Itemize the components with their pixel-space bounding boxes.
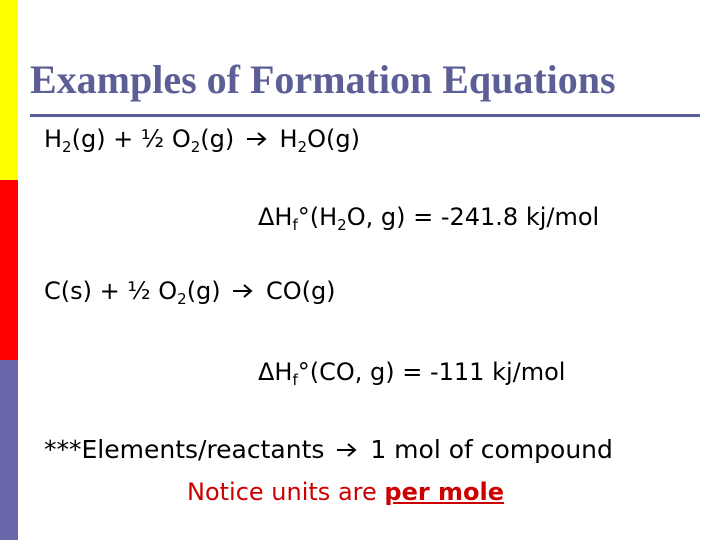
left-bar-blue — [0, 360, 18, 540]
right-arrow-icon — [336, 435, 358, 465]
right-arrow-icon — [246, 124, 268, 154]
slide-title: Examples of Formation Equations — [30, 57, 616, 102]
right-arrow-icon — [232, 276, 254, 306]
enthalpy-water: $\Delta H_f^\circ(H_2O$, g) = -241.8 kj/mol — [258, 203, 600, 234]
formation-equation-water: $H_2(g)$ + ½ $O_2(g)$ $H_2O(g)$ — [44, 125, 360, 156]
left-bar-red — [0, 180, 18, 360]
enthalpy-co: $\Delta H_f^\circ(CO$, g) = -111 kj/mol — [258, 358, 566, 389]
per-mole-emphasis: per mole — [384, 478, 505, 506]
note-reactants: ***Elements/reactants 1 mol of compound — [44, 435, 613, 464]
title-divider — [30, 114, 700, 117]
formation-equation-co: C(s) + ½ $O_2(g)$ CO(g) — [44, 277, 336, 308]
note-units: Notice units are per mole — [187, 478, 505, 506]
left-bar-yellow — [0, 0, 18, 180]
